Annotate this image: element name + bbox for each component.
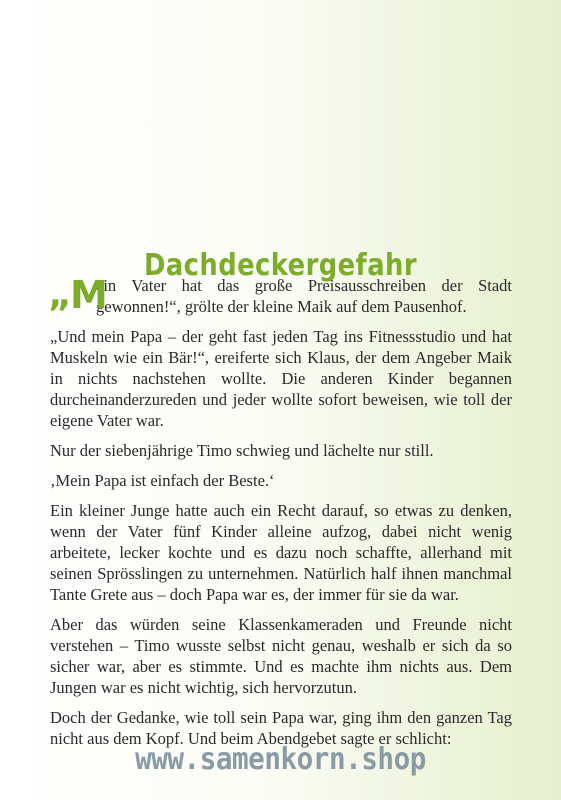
first-paragraph-text: ein Vater hat das große Preisausschreiben der Stadt gewonnen!“, grölte der kleine Maik auf dem Pausenhof. <box>96 276 512 316</box>
paragraph: Aber das würden seine Klassenkameraden und Freunde nicht verstehen – Timo wusste selbst nicht genau, weshalb er sich da so sicher war, aber es stimmte. Und es machte ihm nichts aus. Dem Jungen war es nicht wichtig, sich hervorzutun. <box>50 615 512 697</box>
paragraph: Doch der Gedanke, wie toll sein Papa war, ging ihm den ganzen Tag nicht aus dem Kopf. Und beim Abendgebet sagte er schlicht: <box>50 708 512 748</box>
paragraph: „Und mein Papa – der geht fast jeden Tag ins Fitnessstudio und hat Muskeln wie ein Bär!“, ereiferte sich Klaus, der dem Angeber Maik in nichts nachstehen wollte. Die anderen Kinder begannen durcheinanderzureden und jeder wollte sofort beweisen, wie toll der eigene Vater war. <box>50 327 512 430</box>
drop-cap: M <box>70 273 108 317</box>
paragraph: Ein kleiner Junge hatte auch ein Recht darauf, so etwas zu denken, wenn der Vater fünf Kinder alleine aufzog, dabei nicht wenig arbeitete, lecker kochte und es dazu noch schaffte, allerhand mit seinen Sprösslingen zu unternehmen. Natürlich half ihnen manchmal Tante Grete aus – doch Papa war es, der immer für sie da war. <box>50 501 512 604</box>
website-url: www.samenkorn.shop <box>135 742 426 777</box>
page-title: Dachdeckergefahr <box>143 248 417 284</box>
first-paragraph <box>50 275 512 317</box>
opening-quote-mark: „ <box>48 274 72 315</box>
story-text <box>50 275 512 758</box>
paragraph: ‚Mein Papa ist einfach der Beste.‘ <box>50 471 275 490</box>
paragraph: Nur der siebenjährige Timo schwieg und lächelte nur still. <box>50 441 434 460</box>
